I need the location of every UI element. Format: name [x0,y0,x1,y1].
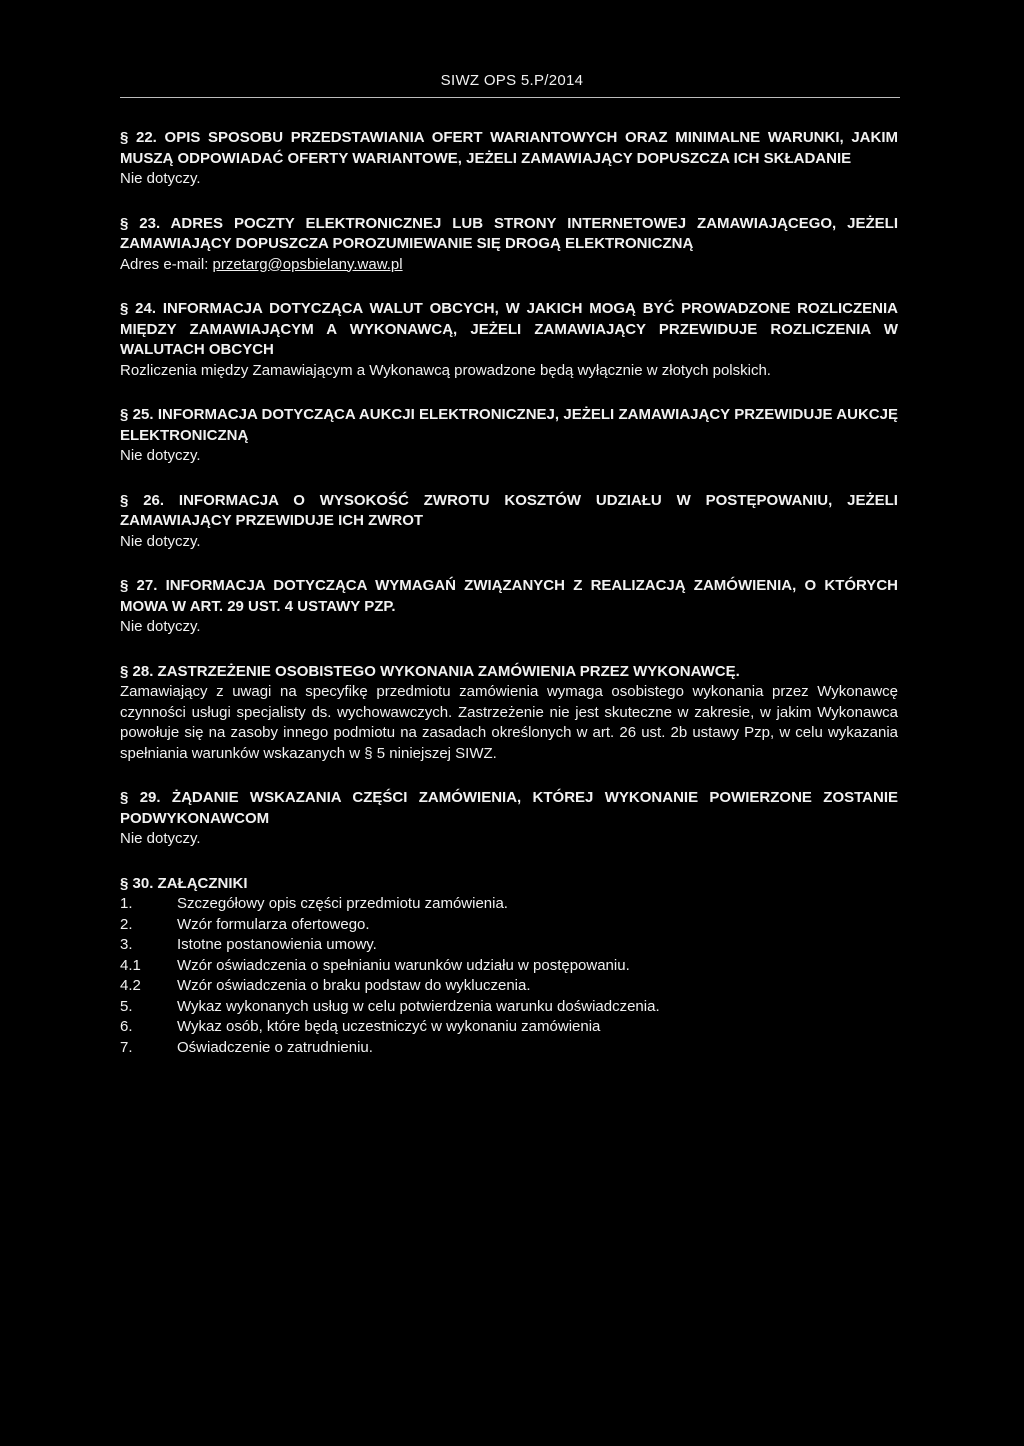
section-number: § 27. [120,577,158,594]
list-item-label: Oświadczenie o zatrudnieniu. [177,1038,373,1056]
section-title: OPIS SPOSOBU PRZEDSTAWIANIA OFERT WARIANTOWYCH ORAZ MINIMALNE WARUNKI, JAKIM MUSZĄ ODPOWIADAĆ OFERTY WARIANTOWE, JEŻELI ZAMAWIAJĄCY DOPUSZCZA ICH SKŁADANIE [120,129,899,167]
list-item-number: 7. [120,1038,133,1056]
list-item-label: Wzór oświadczenia o braku podstaw do wykluczenia. [177,977,531,994]
section-number: § 25. [120,406,154,423]
list-item [120,894,898,915]
section-heading [120,491,898,532]
section-title: ZASTRZEŻENIE OSOBISTEGO WYKONANIA ZAMÓWIENIA PRZEZ WYKONAWCĘ. [157,662,740,680]
list-item [120,976,898,997]
list-item [120,935,898,956]
list-item [120,997,898,1018]
list-item-label: Szczegółowy opis części przedmiotu zamówienia. [177,895,508,912]
document-header: SIWZ OPS 5.P/2014 [440,72,584,89]
list-item-label: Wzór formularza ofertowego. [177,915,370,933]
section-title: ADRES POCZTY ELEKTRONICZNEJ LUB STRONY INTERNETOWEJ ZAMAWIAJĄCEGO, JEŻELI ZAMAWIAJĄCY DOPUSZCZA POROZUMIEWANIE SIĘ DROGĄ ELEKTRONICZNĄ [120,214,898,252]
section-24 [120,299,898,381]
list-item [120,1038,898,1059]
list-item-number: 6. [120,1018,133,1035]
list-item-label: Istotne postanowienia umowy. [177,936,377,953]
list-item-number: 4.1 [120,956,141,974]
list-item-label: Wykaz osób, które będą uczestniczyć w wykonaniu zamówienia [177,1018,601,1035]
list-item-number: 4.2 [120,977,141,994]
section-number: § 23. [120,214,161,232]
section-heading [120,299,898,361]
section-heading [120,214,898,255]
section-heading [120,405,898,446]
list-item-label: Wzór oświadczenia o spełnianiu warunków udziału w postępowaniu. [177,956,630,974]
section-text: Nie dotyczy. [120,447,201,464]
email-link[interactable]: przetarg@opsbielany.waw.pl [212,255,403,273]
section-26 [120,491,898,553]
section-number: § 30. [120,874,154,892]
section-title: INFORMACJA DOTYCZĄCA WALUT OBCYCH, W JAKICH MOGĄ BYĆ PROWADZONE ROZLICZENIA MIĘDZY ZAMAWIAJĄCYM A WYKONAWCĄ, JEŻELI ZAMAWIAJĄCY PRZEWIDUJE ROZLICZENIA W WALUTACH OBCYCH [120,300,898,358]
section-text: Nie dotyczy. [120,170,201,187]
section-number: § 28. [120,662,154,680]
section-title: INFORMACJA O WYSOKOŚĆ ZWROTU KOSZTÓW UDZIAŁU W POSTĘPOWANIU, JEŻELI ZAMAWIAJĄCY PRZEWIDUJE ICH ZWROT [120,491,898,529]
list-item [120,915,898,936]
section-number: § 24. [120,300,157,317]
section-25 [120,405,898,467]
section-heading [120,874,898,895]
section-number: § 22. [120,129,157,146]
section-heading [120,788,898,829]
list-item-number: 1. [120,895,133,912]
section-text: Rozliczenia między Zamawiającym a Wykonawcą prowadzone będą wyłącznie w złotych polskich. [120,361,771,379]
list-item-label: Wykaz wykonanych usług w celu potwierdzenia warunku doświadczenia. [177,997,660,1015]
section-22 [120,128,898,190]
section-text [120,255,898,276]
section-29 [120,788,898,850]
attachments-list [120,894,898,1058]
section-title: ZAŁĄCZNIKI [157,874,248,892]
header-divider [120,97,900,98]
section-number: § 26. [120,491,165,509]
section-title: ŻĄDANIE WSKAZANIA CZĘŚCI ZAMÓWIENIA, KTÓREJ WYKONANIE POWIERZONE ZOSTANIE PODWYKONAWCOM [120,789,898,827]
list-item-number: 2. [120,915,133,933]
section-title: INFORMACJA DOTYCZĄCA WYMAGAŃ ZWIĄZANYCH Z REALIZACJĄ ZAMÓWIENIA, O KTÓRYCH MOWA W ART. 29 UST. 4 USTAWY PZP. [120,577,898,615]
list-item-number: 3. [120,936,133,953]
list-item-number: 5. [120,997,133,1015]
section-number: § 29. [120,789,161,806]
section-heading [120,128,898,169]
section-28 [120,662,898,765]
section-27 [120,576,898,638]
section-30 [120,874,898,1059]
email-label: Adres e-mail: [120,255,213,273]
section-text: Nie dotyczy. [120,830,201,847]
section-23 [120,214,898,276]
section-title: INFORMACJA DOTYCZĄCA AUKCJI ELEKTRONICZNEJ, JEŻELI ZAMAWIAJĄCY PRZEWIDUJE AUKCJĘ ELEKTRONICZNĄ [120,406,898,444]
section-text: Nie dotyczy. [120,532,201,550]
document-body [120,128,898,1082]
section-heading [120,576,898,617]
section-text: Zamawiający z uwagi na specyfikę przedmiotu zamówienia wymaga osobistego wykonania przez Wykonawcę czynności usługi specjalisty ds. wychowawczych. Zastrzeżenie nie jest skuteczne w zakresie, w jakim Wykonawca powołuje się na zasoby innego podmiotu na zasadach określonych w art. 26 ust. 2b ustawy Pzp, w celu wykazania spełniania warunków wskazanych w § 5 niniejszej SIWZ. [120,683,898,762]
list-item [120,956,898,977]
list-item [120,1017,898,1038]
section-heading [120,662,898,683]
section-text: Nie dotyczy. [120,618,201,635]
